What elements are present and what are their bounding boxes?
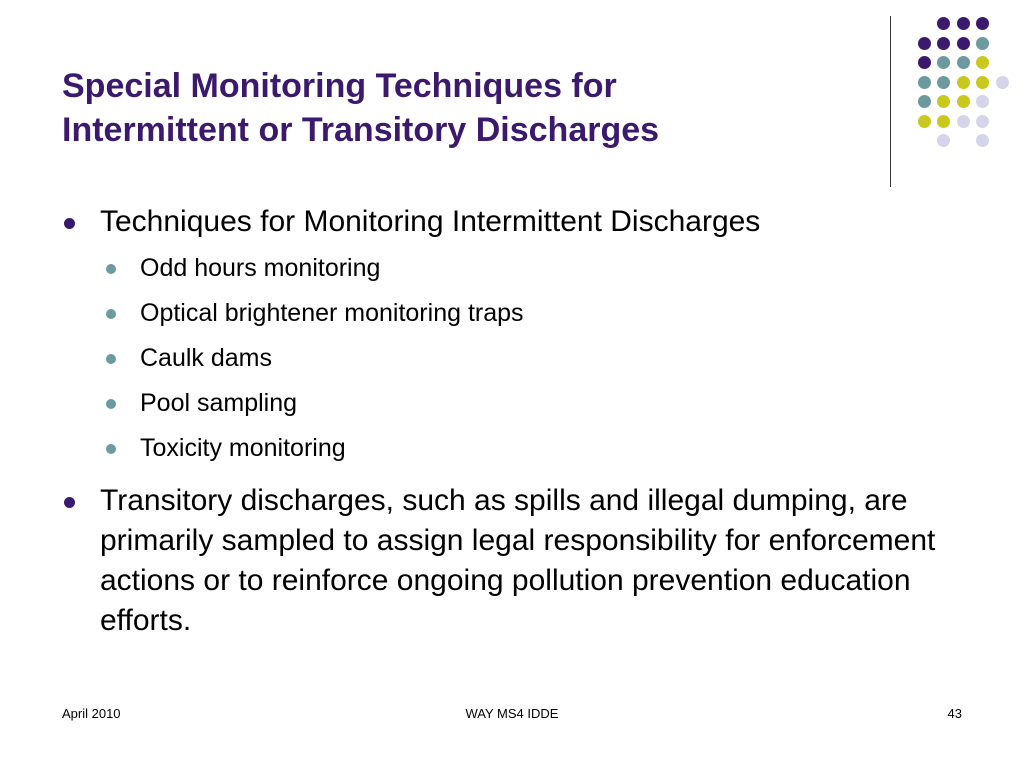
sub-bullet-dot-icon [106,309,116,319]
decorative-dot-icon [937,17,950,30]
bullet-item [60,481,980,641]
bullet-dot-icon [64,218,75,229]
sub-bullet-item [60,246,980,291]
sub-bullet-item [60,426,980,471]
decorative-dot-icon [996,76,1009,89]
decorative-dot-icon [976,17,989,30]
decorative-dot-icon [957,76,970,89]
sub-bullet-text: Toxicity monitoring [140,434,346,462]
title-divider-line [890,16,891,187]
slide-title [62,64,862,152]
sub-bullet-dot-icon [106,444,116,454]
sub-bullet-list [60,246,980,471]
decorative-dot-icon [937,95,950,108]
sub-bullet-item [60,381,980,426]
slide-title-line-2: Intermittent or Transitory Discharges [62,111,660,149]
decorative-dot-icon [937,115,950,128]
decorative-dot-icon [937,56,950,69]
footer-title: WAY MS4 IDDE [465,706,559,721]
decorative-dot-icon [957,37,970,50]
sub-bullet-text: Odd hours monitoring [140,254,381,282]
sub-bullet-dot-icon [106,354,116,364]
bullet-item [60,202,980,242]
decorative-dot-icon [976,95,989,108]
decorative-dot-icon [976,56,989,69]
decorative-dot-icon [918,76,931,89]
decorative-dot-icon [957,95,970,108]
decorative-dot-icon [937,76,950,89]
decorative-dot-icon [976,134,989,147]
bullet-dot-icon [64,497,75,508]
sub-bullet-dot-icon [106,264,116,274]
decorative-dot-icon [918,95,931,108]
decorative-dot-icon [957,115,970,128]
decorative-dot-icon [976,76,989,89]
decorative-dot-icon [976,37,989,50]
slide-title-line-1: Special Monitoring Techniques for [62,67,617,105]
footer-page-number: 43 [947,706,962,721]
decorative-dot-icon [918,56,931,69]
bullet-text: Techniques for Monitoring Intermittent Discharges [100,205,761,238]
sub-bullet-text: Pool sampling [140,389,298,417]
sub-bullet-dot-icon [106,399,116,409]
decorative-dot-icon [937,134,950,147]
footer-date: April 2010 [62,706,121,721]
bullet-text: Transitory discharges, such as spills and illegal dumping, are primarily sampled to assign legal responsibility for enforcement actions or to reinforce ongoing pollution prevention education efforts. [100,484,936,637]
decorative-dot-icon [937,37,950,50]
decorative-dot-icon [957,17,970,30]
decorative-dot-icon [957,56,970,69]
sub-bullet-item [60,336,980,381]
decorative-dot-icon [976,115,989,128]
bullet-list [60,202,980,641]
sub-bullet-text: Caulk dams [140,344,272,372]
decorative-dot-icon [918,37,931,50]
decorative-dot-icon [918,115,931,128]
sub-bullet-text: Optical brightener monitoring traps [140,299,524,327]
sub-bullet-item [60,291,980,336]
